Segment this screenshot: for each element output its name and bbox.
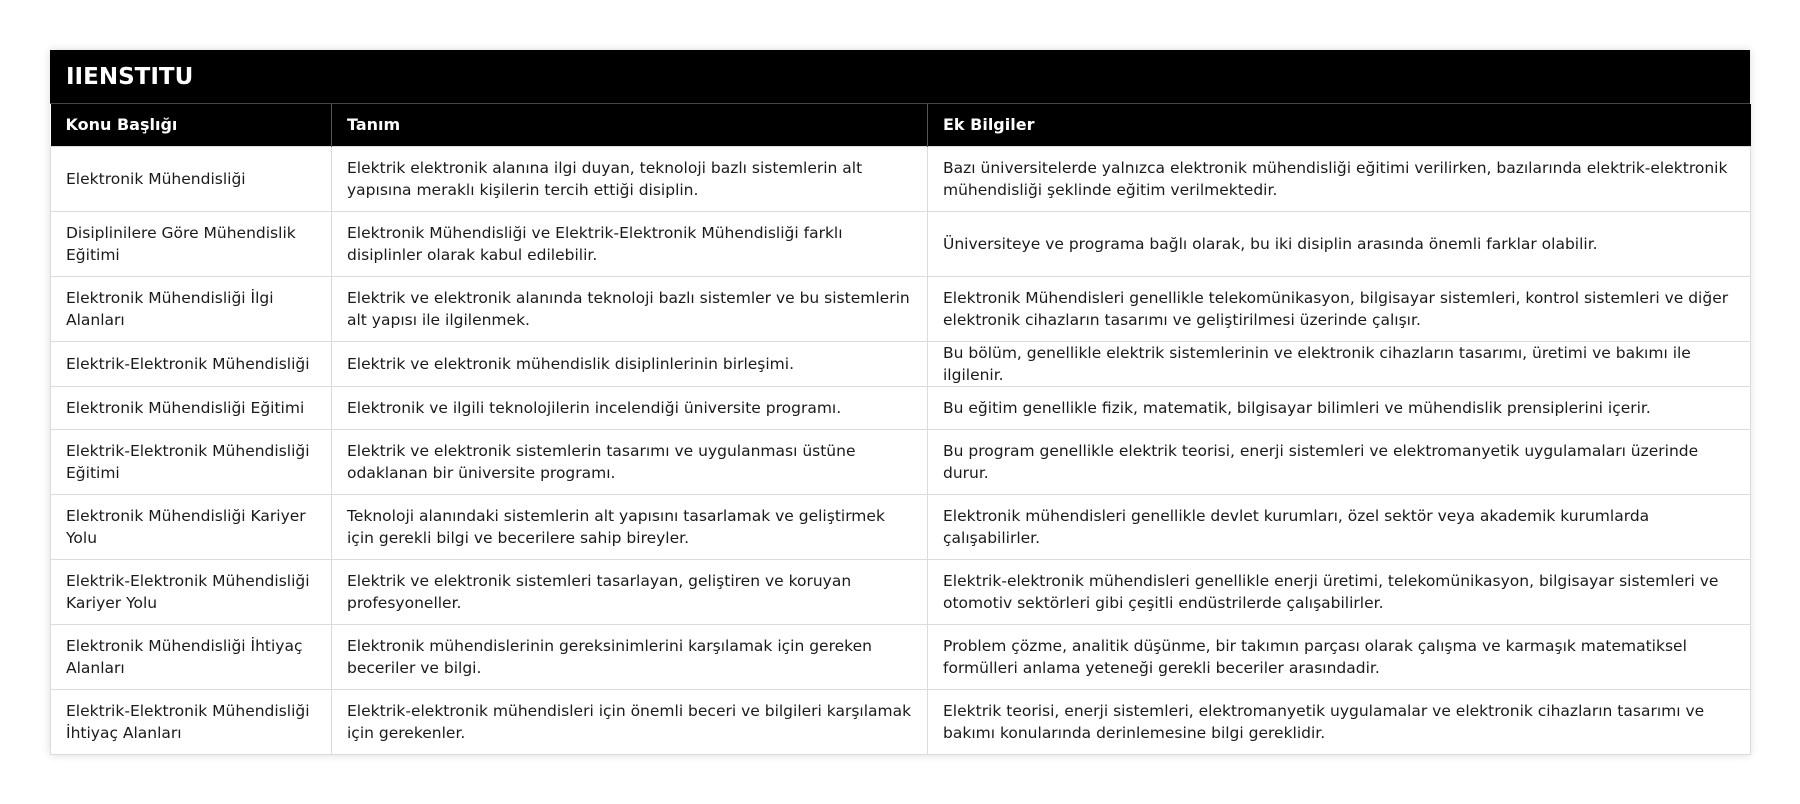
cell-details: Bazı üniversitelerde yalnızca elektronik mühendisliği eğitimi verilirken, bazılarında elektrik-elektronik mühendisliği şeklinde eğitim verilmektedir. [928, 146, 1751, 211]
cell-definition: Elektrik elektronik alanına ilgi duyan, teknoloji bazlı sistemlerin alt yapısına meraklı kişilerin tercih ettiği disiplin. [332, 146, 928, 211]
column-header-details: Ek Bilgiler [928, 104, 1751, 146]
cell-definition: Elektrik ve elektronik sistemlerin tasarımı ve uygulanması üstüne odaklanan bir üniversite programı. [332, 429, 928, 494]
cell-topic: Elektronik Mühendisliği Kariyer Yolu [51, 494, 332, 559]
table-row [51, 494, 1751, 559]
cell-topic: Disiplinilere Göre Mühendislik Eğitimi [51, 211, 332, 276]
table-row [51, 146, 1751, 211]
table-card [50, 50, 1750, 755]
cell-definition: Elektrik ve elektronik mühendislik disiplinlerinin birleşimi. [332, 341, 928, 386]
table-row [51, 386, 1751, 429]
table-row [51, 341, 1751, 386]
data-table [50, 104, 1751, 755]
table-row [51, 559, 1751, 624]
table-row [51, 276, 1751, 341]
cell-topic: Elektronik Mühendisliği [51, 146, 332, 211]
table-row [51, 429, 1751, 494]
cell-details: Elektrik-elektronik mühendisleri genellikle enerji üretimi, telekomünikasyon, bilgisayar sistemleri ve otomotiv sektörleri gibi çeşitli endüstrilerde çalışabilirler. [928, 559, 1751, 624]
cell-topic: Elektrik-Elektronik Mühendisliği Kariyer Yolu [51, 559, 332, 624]
cell-details: Üniversiteye ve programa bağlı olarak, bu iki disiplin arasında önemli farklar olabilir. [928, 211, 1751, 276]
cell-details: Elektronik mühendisleri genellikle devlet kurumları, özel sektör veya akademik kurumlarda çalışabilirler. [928, 494, 1751, 559]
column-header-topic: Konu Başlığı [51, 104, 332, 146]
header-row [51, 104, 1751, 146]
cell-topic: Elektrik-Elektronik Mühendisliği [51, 341, 332, 386]
cell-details: Elektronik Mühendisleri genellikle telekomünikasyon, bilgisayar sistemleri, kontrol sistemleri ve diğer elektronik cihazların tasarımı ve geliştirilmesi üzerinde çalışır. [928, 276, 1751, 341]
cell-topic: Elektrik-Elektronik Mühendisliği İhtiyaç Alanları [51, 689, 332, 754]
cell-details: Elektrik teorisi, enerji sistemleri, elektromanyetik uygulamalar ve elektronik cihazların tasarımı ve bakımı konularında derinlemesine bilgi gereklidir. [928, 689, 1751, 754]
cell-topic: Elektrik-Elektronik Mühendisliği Eğitimi [51, 429, 332, 494]
cell-details: Bu bölüm, genellikle elektrik sistemlerinin ve elektronik cihazların tasarımı, üretimi ve bakımı ile ilgilenir. [928, 341, 1751, 386]
cell-definition: Elektrik-elektronik mühendisleri için önemli beceri ve bilgileri karşılamak için gerekenler. [332, 689, 928, 754]
cell-topic: Elektronik Mühendisliği İlgi Alanları [51, 276, 332, 341]
cell-details: Bu program genellikle elektrik teorisi, enerji sistemleri ve elektromanyetik uygulamaları üzerinde durur. [928, 429, 1751, 494]
cell-definition: Teknoloji alanındaki sistemlerin alt yapısını tasarlamak ve geliştirmek için gerekli bilgi ve becerilere sahip bireyler. [332, 494, 928, 559]
table-row [51, 211, 1751, 276]
cell-definition: Elektrik ve elektronik alanında teknoloji bazlı sistemler ve bu sistemlerin alt yapısı ile ilgilenmek. [332, 276, 928, 341]
table-title: IIENSTITU [50, 50, 1750, 104]
cell-definition: Elektrik ve elektronik sistemleri tasarlayan, geliştiren ve koruyan profesyoneller. [332, 559, 928, 624]
cell-definition: Elektronik Mühendisliği ve Elektrik-Elektronik Mühendisliği farklı disiplinler olarak kabul edilebilir. [332, 211, 928, 276]
cell-details: Bu eğitim genellikle fizik, matematik, bilgisayar bilimleri ve mühendislik prensiplerini içerir. [928, 386, 1751, 429]
column-header-definition: Tanım [332, 104, 928, 146]
cell-topic: Elektronik Mühendisliği Eğitimi [51, 386, 332, 429]
cell-definition: Elektronik mühendislerinin gereksinimlerini karşılamak için gereken beceriler ve bilgi. [332, 624, 928, 689]
cell-definition: Elektronik ve ilgili teknolojilerin incelendiği üniversite programı. [332, 386, 928, 429]
cell-topic: Elektronik Mühendisliği İhtiyaç Alanları [51, 624, 332, 689]
table-row [51, 624, 1751, 689]
cell-details: Problem çözme, analitik düşünme, bir takımın parçası olarak çalışma ve karmaşık matematiksel formülleri anlama yeteneği gerekli beceriler arasındadir. [928, 624, 1751, 689]
table-row [51, 689, 1751, 754]
